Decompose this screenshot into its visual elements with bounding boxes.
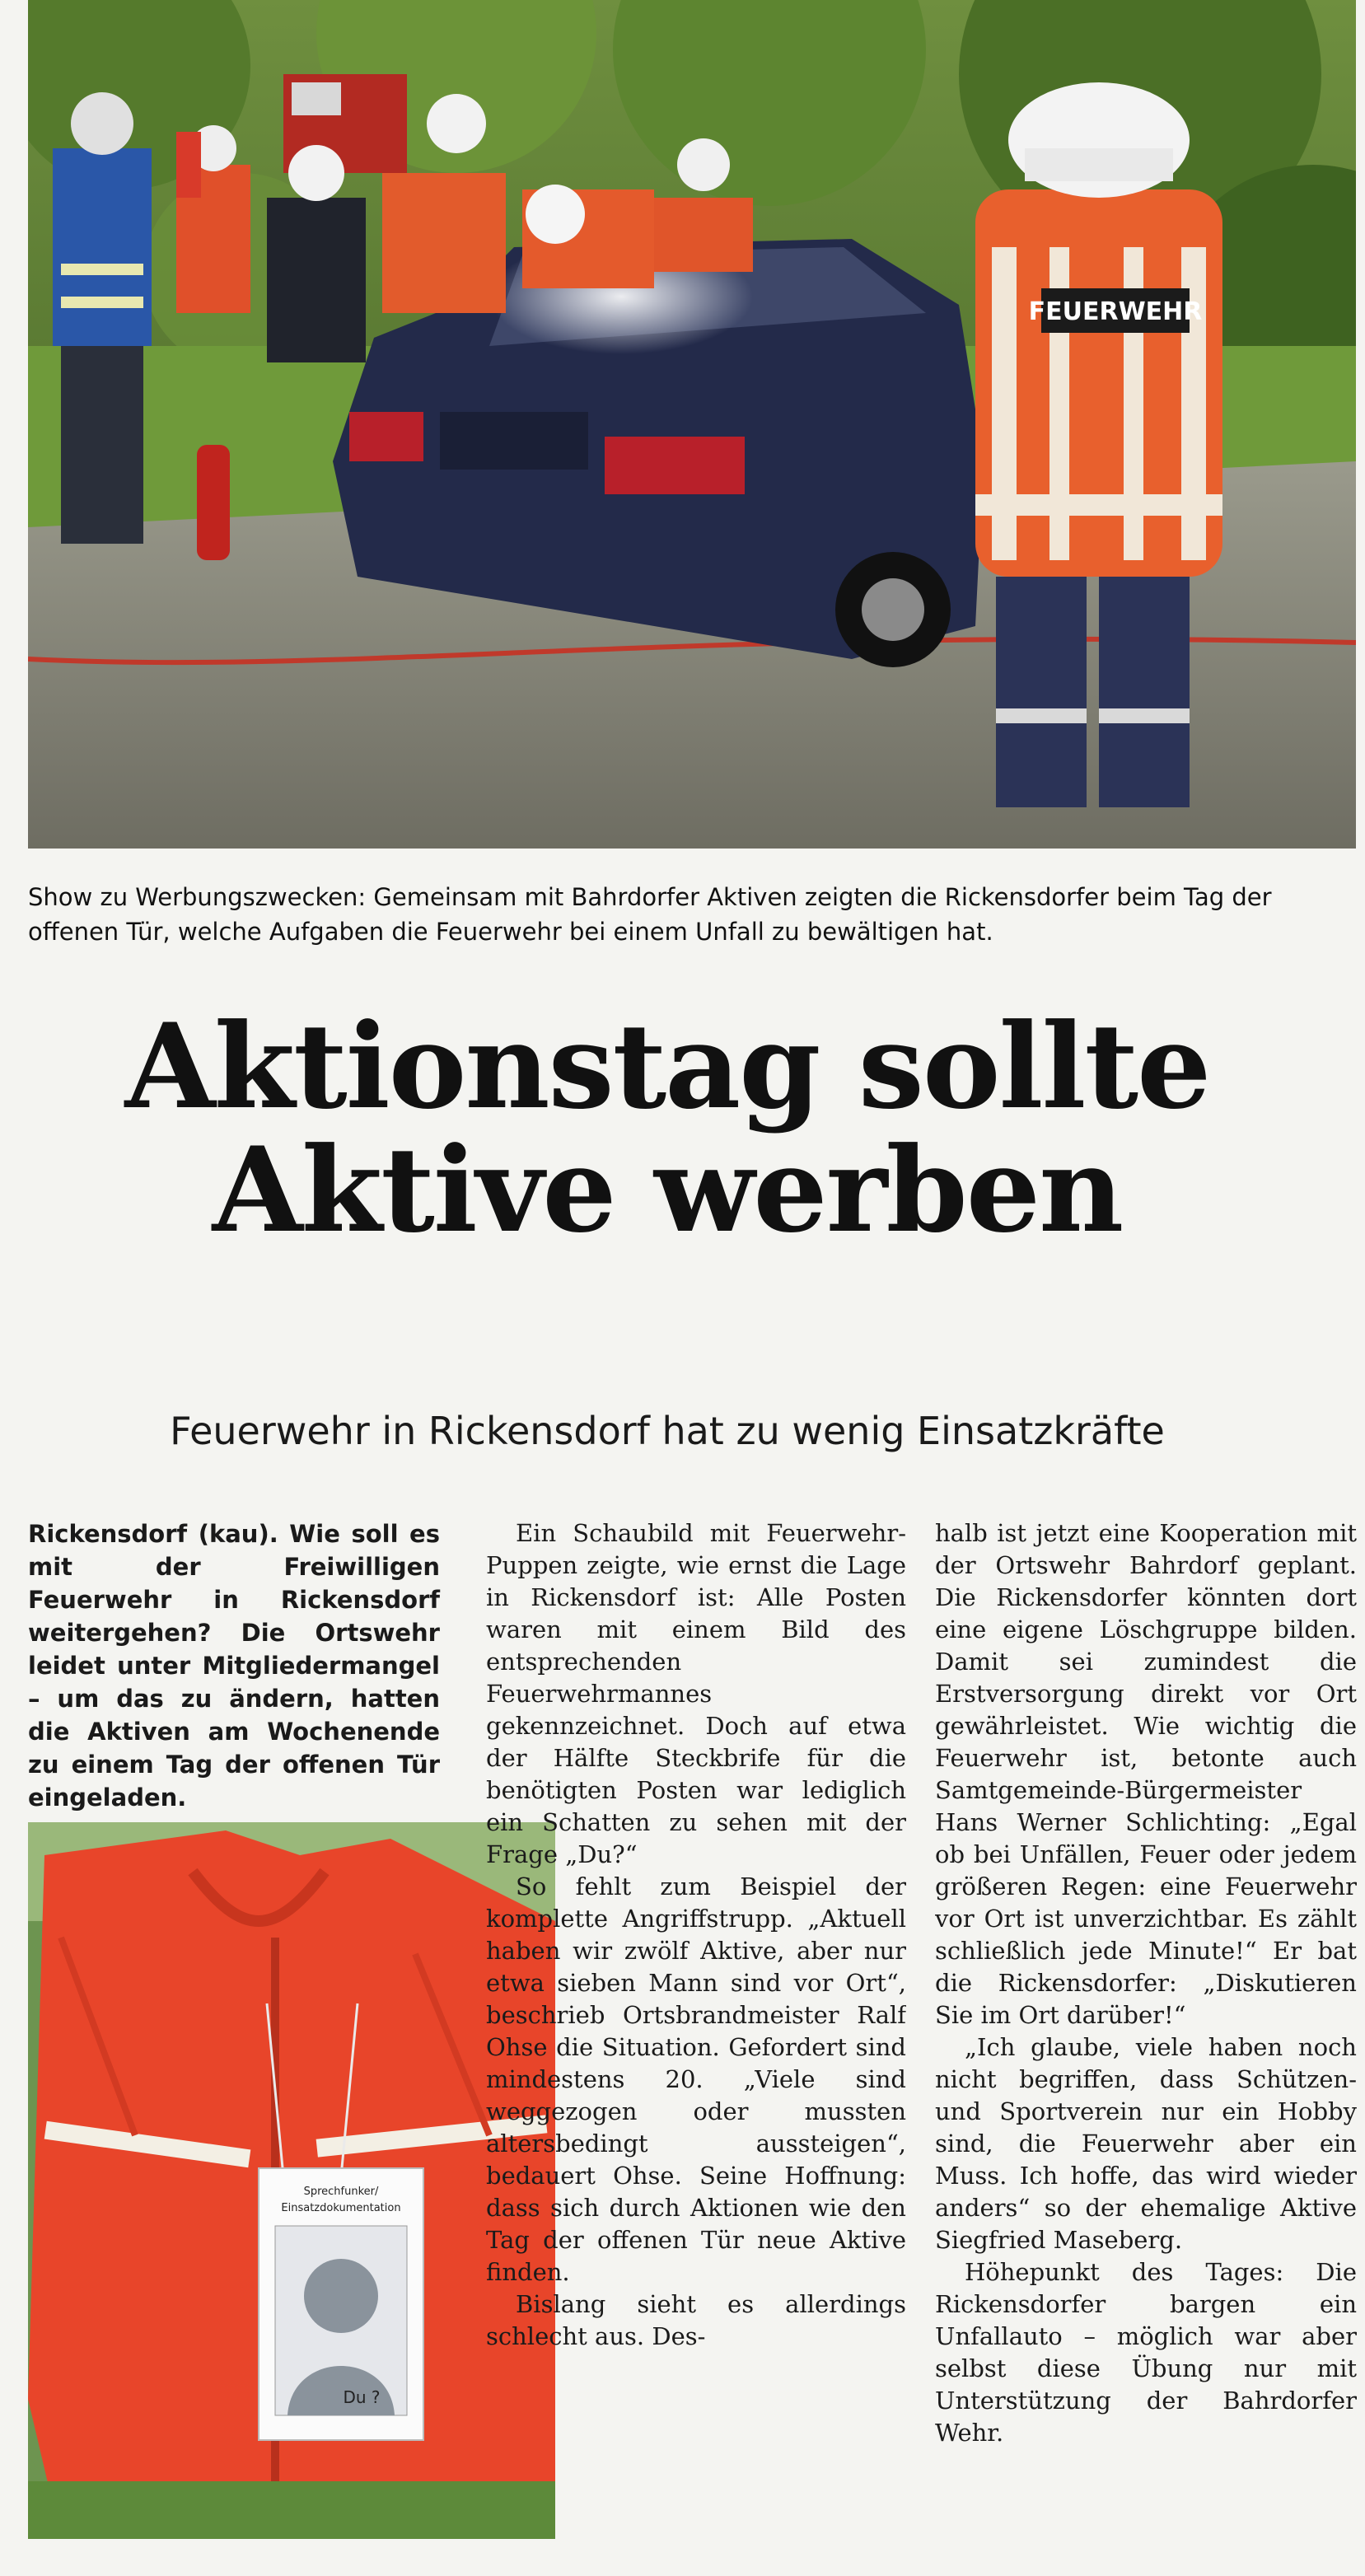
- lead-text: Rickensdorf (kau). Wie soll es mit der Freiwilligen Feuerwehr in Rickensdorf weitergehen? Die Ortswehr leidet unter Mitgliedermangel – um das zu ändern, hatten die Aktiven am Wochenende zu einem Tag der offenen Tür eingeladen.: [28, 1520, 440, 1812]
- paragraph: Höhepunkt des Tages: Die Rickensdorfer bargen ein Unfallauto – möglich war aber selbst diese Übung nur mit Unterstützung der Bahrdorfer Wehr.: [935, 2258, 1357, 2447]
- article-column-2: [486, 1517, 906, 2547]
- headline-line-2: Aktive werben: [212, 1122, 1123, 1259]
- badge-line-1: Sprechfunker/: [303, 2186, 379, 2198]
- photo-firefighters-car: [28, 0, 1356, 849]
- headline-line-1: Aktionstag sollte: [124, 998, 1210, 1135]
- paragraph: So fehlt zum Beispiel der komplette Angriffstrupp. „Aktuell haben wir zwölf Aktive, aber nur etwa sieben Mann sind vor Ort“, beschrieb Ortsbrandmeister Ralf Ohse die Situation. Gefordert sind mindestens 20. „Viele sind weggezogen oder mussten altersbedingt aussteigen“, bedauert Ohse. Seine Hoffnung: dass sich durch Aktionen wie den Tag der offenen Tür neue Aktive finden.: [486, 1872, 906, 2286]
- paragraph: halb ist jetzt eine Kooperation mit der Ortswehr Bahrdorf geplant. Die Rickensdorfer könnten dort eine eigene Löschgruppe bilden. Damit sei zumindest die Erstversorgung direkt vor Ort gewährleistet. Wie wichtig die Feuerwehr ist, betonte auch Samtgemeinde-Bürgermeister Hans Werner Schlichting: „Egal ob bei Unfällen, Feuer oder jedem größeren Regen: eine Feuerwehr vor Ort ist unverzichtbar. Es zählt schließlich jede Minute!“ Er bat die Rickensdorfer: „Diskutieren Sie im Ort darüber!“: [935, 1519, 1357, 2029]
- lead-paragraph: [28, 1517, 440, 1814]
- photo-caption: Show zu Werbungszwecken: Gemeinsam mit Bahrdorfer Aktiven zeigten die Rickensdorfer beim Tag der offenen Tür, welche Aufgaben die Feuerwehr bei einem Unfall zu bewältigen hat.: [28, 883, 1272, 946]
- badge-name: Du ?: [343, 2387, 381, 2407]
- jacket-label: FEUERWEHR: [1028, 297, 1203, 326]
- paragraph: „Ich glaube, viele haben noch nicht begriffen, dass Schützen- und Sportverein nur ein Hobby sind, die Feuerwehr aber ein Muss. Ich hoffe, das wird wieder anders“ so der ehemalige Aktive Siegfried Maseberg.: [935, 2033, 1357, 2254]
- paragraph: Bislang sieht es allerdings schlecht aus. Des-: [486, 2290, 906, 2350]
- silhouette-icon: [304, 2259, 378, 2333]
- headline: [49, 998, 1285, 1259]
- article-column-3: [935, 1517, 1357, 2547]
- subheadline: Feuerwehr in Rickensdorf hat zu wenig Einsatzkräfte: [170, 1409, 1165, 1453]
- photo-jacket-badge: [28, 1822, 555, 2539]
- paragraph: Ein Schaubild mit Feuerwehr-Puppen zeigte, wie ernst die Lage in Rickensdorf ist: Alle Posten waren mit einem Bild des entsprechenden Feuerwehrmannes gekennzeichnet. Doch auf etwa der Hälfte Steckbrife für die benötigten Posten war lediglich ein Schatten zu sehen mit der Frage „Du?“: [486, 1519, 906, 1868]
- badge-line-2: Einsatzdokumentation: [281, 2202, 401, 2214]
